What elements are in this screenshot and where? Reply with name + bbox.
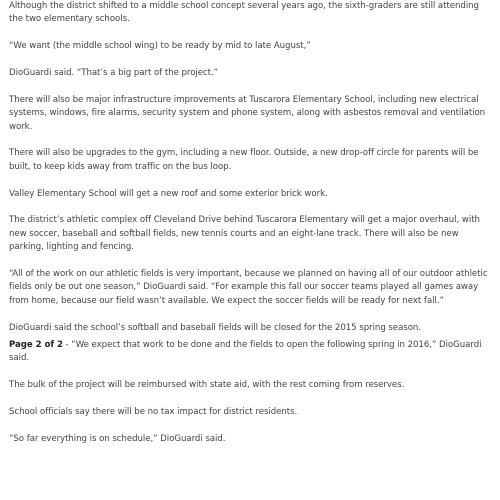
paragraph: “We want (the middle school wing) to be ready by mid to late August,” [9, 41, 311, 52]
paragraph-text: - “We expect that work to be done and the fields to open the following spring in 2016,” DioGuardi said. [9, 340, 482, 364]
paragraph: The district’s athletic complex off Cleveland Drive behind Tuscarora Elementary will get a major overhaul, with new soccer, baseball and softball fields, new tennis courts and an eight-lane track. There will also be new parking, lighting and fencing. [9, 215, 480, 253]
paragraph: Valley Elementary School will get a new roof and some exterior brick work. [9, 188, 328, 199]
page-marker: Page 2 of 2 [9, 340, 63, 351]
paragraph: “So far everything is on schedule,” DioGuardi said. [9, 433, 226, 444]
paragraph: The bulk of the project will be reimbursed with state aid, with the rest coming from reserves. [9, 380, 405, 391]
paragraph: Although the district shifted to a middle school concept several years ago, the sixth-graders are still attending the two elementary schools. [9, 1, 479, 25]
article-body [9, 0, 495, 446]
paragraph: There will also be upgrades to the gym, including a new floor. Outside, a new drop-off circle for parents will be built, to keep kids away from traffic on the bus loop. [9, 148, 479, 172]
paragraph: DioGuardi said the school’s softball and baseball fields will be closed for the 2015 spring season. [9, 322, 421, 333]
page-break-paragraph [9, 339, 495, 366]
paragraph: There will also be major infrastructure improvements at Tuscarora Elementary School, including new electrical systems, windows, fire alarms, security system and phone system, along with asbestos removal and ventilation work. [9, 94, 486, 132]
paragraph: DioGuardi said. “That’s a big part of the project.” [9, 68, 219, 78]
paragraph: “All of the work on our athletic fields is very important, because we planned on having all of our outdoor athletic fields only be out one season,” DioGuardi said. “For example this fall our soccer teams played all games away from home, because our field wasn’t available. We expect the soccer fields will be ready for next fall.” [9, 269, 488, 306]
paragraph: School officials say there will be no tax impact for district residents. [9, 407, 298, 418]
